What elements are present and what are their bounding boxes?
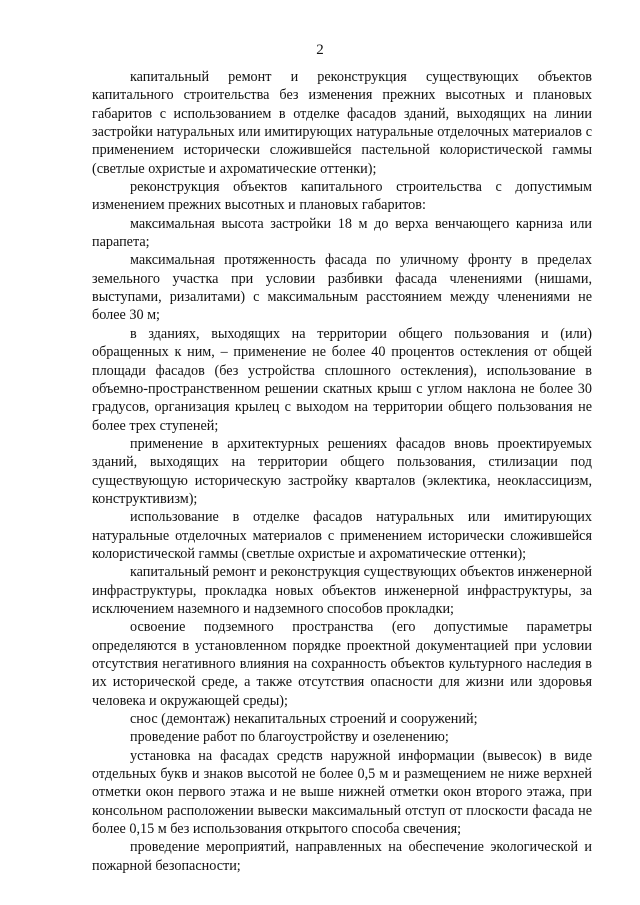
- page-number: 2: [316, 42, 324, 58]
- paragraph-finishing-materials: использование в отделке фасадов натуральных или имитирующих натуральные отделочных материалов с применением исторически сложившейся колористической гаммы (светлые охристые и ахроматические оттенки);: [92, 509, 592, 562]
- paragraph-reconstruction: реконструкция объектов капитального строительства с допустимым изменением прежних высотных и плановых габаритов:: [92, 179, 592, 214]
- document-body: [92, 68, 592, 875]
- paragraph-engineering-infrastructure: капитальный ремонт и реконструкция существующих объектов инженерной инфраструктуры, прокладка новых объектов инженерной инфраструктуры, за исключением наземного и надземного способов прокладки;: [92, 564, 592, 617]
- paragraph-facade-length: максимальная протяженность фасада по уличному фронту в пределах земельного участка при условии разбивки фасада членениями (нишами, выступами, ризалитами) с максимальным расстоянием между членениями не более 30 м;: [92, 252, 592, 324]
- paragraph-underground-space: освоение подземного пространства (его допустимые параметры определяются в установленном порядке проектной документацией при условии отсутствия негативного влияния на сохранность объектов культурного наследия в их исторической среде, а также отсутствия опасности для жизни или здоровья человека и окружающей среды);: [92, 619, 592, 709]
- paragraph-signage: установка на фасадах средств наружной информации (вывесок) в виде отдельных букв и знаков высотой не более 0,5 м и размещением не ниже верхней отметки окон первого этажа и не выше нижней отметки окон второго этажа, при консольном расположении вывески максимальный отступ от плоскости фасада не более 0,15 м без использования открытого способа свечения;: [92, 747, 592, 838]
- paragraph-demolition: снос (демонтаж) некапитальных строений и сооружений;: [130, 711, 478, 728]
- paragraph-architectural-style: применение в архитектурных решениях фасадов вновь проектируемых зданий, выходящих на территории общего пользования, стилизации под существующую историческую застройку кварталов (эклектика, неоклассицизм, конструктивизм);: [92, 435, 592, 507]
- paragraph-capital-repair: капитальный ремонт и реконструкция существующих объектов капитального строительства без изменения прежних высотных и плановых габаритов с использованием в отделке фасадов зданий, выходящих на линии застройки натуральных или имитирующих натуральные отделочных материалов с применением исторически сложившейся пастельной колористической гаммы (светлые охристые и ахроматические оттенки);: [92, 69, 592, 177]
- paragraph-landscaping: проведение работ по благоустройству и озеленению;: [130, 729, 449, 746]
- paragraph-glazing: в зданиях, выходящих на территории общего пользования и (или) обращенных к ним, – применение не более 40 процентов остекления от общей площади фасадов (без устройства сплошного остекления), использование в объемно-пространственном решении скатных крыш с углом наклона не более 30 градусов, организация крылец с выходом на территории общего пользования не более трех ступеней;: [92, 325, 592, 434]
- paragraph-max-height: максимальная высота застройки 18 м до верха венчающего карниза или парапета;: [92, 215, 592, 251]
- paragraph-safety: проведение мероприятий, направленных на обеспечение экологической и пожарной безопасности;: [92, 839, 592, 874]
